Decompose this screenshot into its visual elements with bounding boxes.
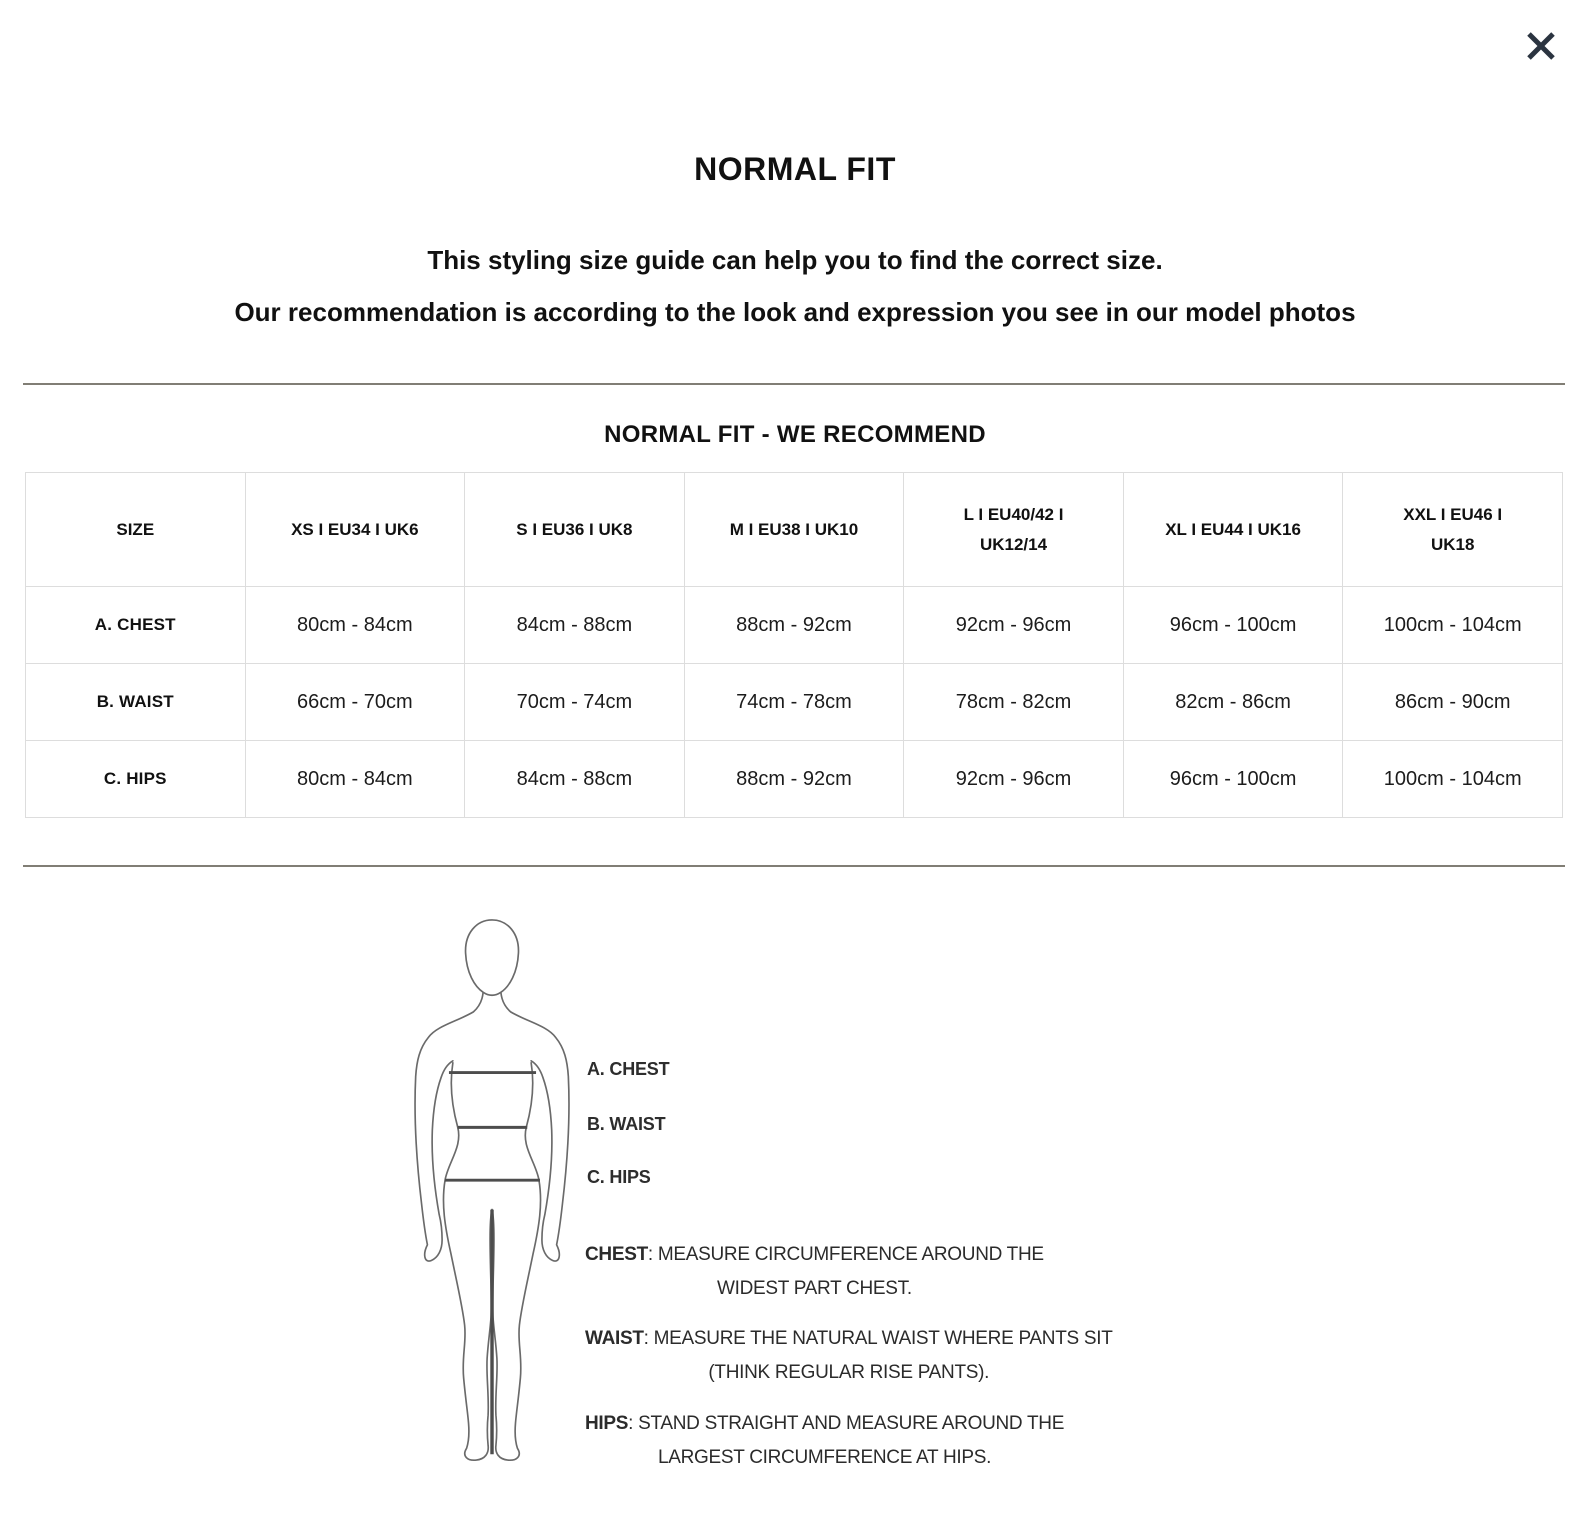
- table-cell: 92cm - 96cm: [904, 741, 1124, 818]
- table-cell: 70cm - 74cm: [465, 664, 685, 741]
- close-icon: [1523, 28, 1559, 64]
- column-header-xs: [245, 473, 465, 587]
- column-header-line: XS I EU34 I UK6: [291, 519, 419, 539]
- instruction-hips: [585, 1407, 1064, 1475]
- instruction-line: WIDEST PART CHEST.: [716, 1278, 912, 1299]
- body-figure-illustration: [400, 916, 585, 1464]
- table-cell: 88cm - 92cm: [684, 741, 904, 818]
- column-header-l: [904, 473, 1124, 587]
- column-header-line: UK18: [1430, 534, 1475, 554]
- page-title: NORMAL FIT: [694, 151, 896, 187]
- instruction-term: HIPS: [585, 1413, 629, 1434]
- column-header-xl: [1123, 473, 1343, 587]
- table-cell: 100cm - 104cm: [1343, 741, 1563, 818]
- close-button[interactable]: [1517, 22, 1565, 70]
- instruction-line: LARGEST CIRCUMFERENCE AT HIPS.: [658, 1447, 992, 1468]
- instruction-term: WAIST: [585, 1328, 644, 1349]
- table-cell: 80cm - 84cm: [245, 587, 465, 664]
- subtitle-line-1: This styling size guide can help you to find the correct size.: [427, 245, 1163, 275]
- section-title: NORMAL FIT - WE RECOMMEND: [604, 421, 986, 448]
- table-cell: 96cm - 100cm: [1123, 741, 1343, 818]
- instruction-text: : MEASURE CIRCUMFERENCE AROUND THE: [647, 1244, 1044, 1265]
- column-header-s: [465, 473, 685, 587]
- table-cell: 100cm - 104cm: [1343, 587, 1563, 664]
- table-cell: 80cm - 84cm: [245, 741, 465, 818]
- instruction-text: : STAND STRAIGHT AND MEASURE AROUND THE: [628, 1413, 1065, 1434]
- instruction-term: CHEST: [585, 1244, 648, 1265]
- table-cell: 84cm - 88cm: [465, 587, 685, 664]
- table-cell: 96cm - 100cm: [1123, 587, 1343, 664]
- table-row-chest: [26, 587, 1563, 664]
- instruction-line: [585, 1322, 1113, 1356]
- instruction-waist: [585, 1322, 1113, 1390]
- column-header-line: XL I EU44 I UK16: [1165, 519, 1301, 539]
- row-label-hips: C. HIPS: [26, 741, 246, 818]
- table-cell: 84cm - 88cm: [465, 741, 685, 818]
- column-header-line: UK12/14: [979, 534, 1048, 554]
- table-cell: 66cm - 70cm: [245, 664, 465, 741]
- divider-bottom: [23, 865, 1565, 867]
- table-cell: 78cm - 82cm: [904, 664, 1124, 741]
- divider-top: [23, 383, 1565, 385]
- table-row-waist: [26, 664, 1563, 741]
- column-header-line: S I EU36 I UK8: [516, 519, 633, 539]
- column-header-m: [684, 473, 904, 587]
- instruction-text: : MEASURE THE NATURAL WAIST WHERE PANTS SIT: [643, 1328, 1113, 1349]
- diagram-label-chest: A. CHEST: [587, 1059, 670, 1079]
- subtitle-line-2: Our recommendation is according to the look and expression you see in our model photos: [234, 297, 1356, 327]
- instruction-chest: [585, 1238, 1044, 1306]
- instruction-line: [585, 1238, 1044, 1272]
- column-header-line: SIZE: [116, 519, 155, 539]
- diagram-label-hips: C. HIPS: [587, 1167, 651, 1187]
- column-header-size: [26, 473, 246, 587]
- table-cell: 74cm - 78cm: [684, 664, 904, 741]
- column-header-line: L I EU40/42 I: [963, 504, 1064, 524]
- table-cell: 92cm - 96cm: [904, 587, 1124, 664]
- table-cell: 82cm - 86cm: [1123, 664, 1343, 741]
- column-header-line: XXL I EU46 I: [1403, 504, 1503, 524]
- table-cell: 88cm - 92cm: [684, 587, 904, 664]
- size-table: [25, 472, 1563, 818]
- instruction-line: (THINK REGULAR RISE PANTS).: [708, 1362, 990, 1383]
- table-row-hips: [26, 741, 1563, 818]
- diagram-label-waist: B. WAIST: [587, 1114, 666, 1134]
- table-cell: 86cm - 90cm: [1343, 664, 1563, 741]
- row-label-chest: A. CHEST: [26, 587, 246, 664]
- column-header-line: M I EU38 I UK10: [729, 519, 859, 539]
- table-header-row: [26, 473, 1563, 587]
- row-label-waist: B. WAIST: [26, 664, 246, 741]
- column-header-xxl: [1343, 473, 1563, 587]
- instruction-line: [585, 1407, 1064, 1441]
